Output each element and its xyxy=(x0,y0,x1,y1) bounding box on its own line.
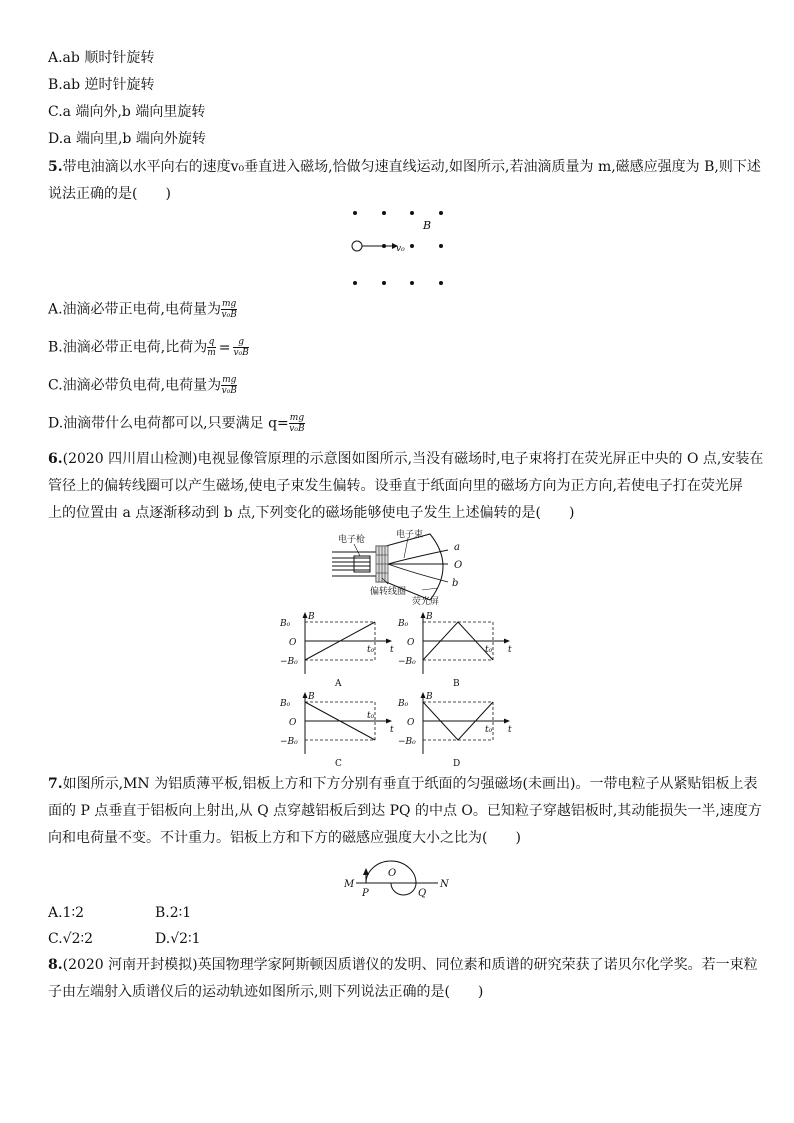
label-n: N xyxy=(440,879,449,890)
bt-graph-c xyxy=(280,692,400,770)
bt-graph-b xyxy=(398,612,518,690)
b0-label: B₀ xyxy=(280,699,291,709)
b-axis-arrow-icon xyxy=(303,692,308,698)
field-dot xyxy=(382,281,386,285)
t-axis-arrow-icon xyxy=(504,639,510,644)
point-b-label: b xyxy=(452,578,459,589)
graph-caption: C xyxy=(335,759,342,769)
q7-aluminum-plate-figure xyxy=(344,856,454,902)
q5-stem-text: 带电油滴以水平向右的速度v₀垂直进入磁场,恰做匀速直线运动,如图所示,若油滴质量为 m,磁感应强度为 B,则下述 xyxy=(62,159,761,175)
lower-trajectory xyxy=(391,883,416,895)
negb0-label: −B₀ xyxy=(398,657,416,667)
oil-drop-icon xyxy=(352,241,362,251)
bt-graph-a xyxy=(280,612,400,690)
field-dot xyxy=(410,281,414,285)
q5-option-a: A.油滴必带正电荷,电荷量为 $\frac{mg}{\text{v₀B}}$ xyxy=(48,299,237,320)
q5-number: 5. xyxy=(48,159,63,175)
field-dot xyxy=(353,211,357,215)
t-label: t xyxy=(508,645,512,655)
label-p: P xyxy=(362,888,369,899)
point-a-label: a xyxy=(454,542,460,553)
q7-stem-line1: 7.如图所示,MN 为铝质薄平板,铝板上方和下方分别有垂直于纸面的匀强磁场(未画出)。一带电粒子从紧贴铝板上表 xyxy=(48,776,758,792)
q5-stem-line1 xyxy=(48,157,761,177)
b0-label: B₀ xyxy=(398,699,409,709)
q8-stem-line2: 子由左端射入质谱仪后的运动轨迹如图所示,则下列说法正确的是( ) xyxy=(48,984,484,1000)
screen-label: 荧光屏 xyxy=(412,597,440,607)
point-o-label: O xyxy=(454,560,463,571)
t-axis-arrow-icon xyxy=(386,719,392,724)
t0-label: t₀ xyxy=(367,711,375,721)
crt-tube-diagram xyxy=(330,528,470,608)
label-m: M xyxy=(344,879,355,890)
q6-stem-line1: 6.(2020 四川眉山检测)电视显像管原理的示意图如图所示,当没有磁场时,电子束将打在荧光屏正中央的 O 点,安装在 xyxy=(48,451,764,467)
b0-label: B₀ xyxy=(280,619,291,629)
q8-stem-line1: 8.(2020 河南开封模拟)英国物理学家阿斯顿因质谱仪的发明、同位素和质谱的研究荣获了诺贝尔化学奖。若一束粒 xyxy=(48,957,758,973)
b-label: B xyxy=(308,692,315,702)
q4-option-b: B.ab 逆时针旋转 xyxy=(48,77,155,93)
origin-label: O xyxy=(407,638,415,648)
electron-beam-path xyxy=(388,550,448,564)
q5-option-b: B.油滴必带正电荷,比荷为 $\frac{q}{m}$ = $\frac{g}{\text{v₀B}}$ xyxy=(48,337,249,358)
t-axis-arrow-icon xyxy=(386,639,392,644)
b0-label: B₀ xyxy=(398,619,409,629)
b-label: B xyxy=(308,612,315,622)
field-dot xyxy=(410,211,414,215)
origin-label: O xyxy=(289,718,297,728)
q5-stem-line2: 说法正确的是( ) xyxy=(48,186,171,202)
field-dot xyxy=(410,244,414,248)
b-field-label: B xyxy=(423,219,432,232)
field-dot xyxy=(439,281,443,285)
q6-stem-line3: 上的位置由 a 点逐渐移动到 b 点,下列变化的磁场能够使电子发生上述偏转的是( ) xyxy=(48,505,575,521)
t-label: t xyxy=(390,645,394,655)
q5-magnetic-field-figure xyxy=(340,205,460,295)
deflection-coil xyxy=(376,546,388,582)
t0-label: t₀ xyxy=(367,645,375,655)
label-o: O xyxy=(388,868,397,879)
q7-options-ab: A.1∶2 B.2∶1 xyxy=(48,905,192,921)
t-axis-arrow-icon xyxy=(504,719,510,724)
graph-caption: D xyxy=(453,759,461,769)
q7-stem-line3: 向和电荷量不变。不计重力。铝板上方和下方的磁感应强度大小之比为( ) xyxy=(48,830,521,846)
field-dot xyxy=(439,244,443,248)
q7-stem-line2: 面的 P 点垂直于铝板向上射出,从 Q 点穿越铝板后到达 PQ 的中点 O。已知粒子穿越铝板时,其动能损失一半,速度方 xyxy=(48,803,762,819)
label-q: Q xyxy=(418,888,427,899)
field-dot xyxy=(439,211,443,215)
deflection-coil-label: 偏转线圈 xyxy=(370,587,407,597)
negb0-label: −B₀ xyxy=(280,737,298,747)
negb0-label: −B₀ xyxy=(280,657,298,667)
electron-gun xyxy=(332,556,370,572)
electron-beam-label: 电子束 xyxy=(396,530,424,540)
field-dot xyxy=(353,281,357,285)
v0-label: v₀ xyxy=(396,244,405,254)
graph-caption: A xyxy=(335,679,342,689)
q7-options-cd: C.√2∶2 D.√2∶1 xyxy=(48,931,201,947)
field-dot xyxy=(382,211,386,215)
b-label: B xyxy=(426,692,433,702)
graph-caption: B xyxy=(453,679,460,689)
b-axis-arrow-icon xyxy=(421,692,426,698)
b-axis-arrow-icon xyxy=(303,612,308,618)
launch-arrow-icon xyxy=(363,868,369,875)
bt-graph-d xyxy=(398,692,518,770)
t-label: t xyxy=(390,725,394,735)
origin-label: O xyxy=(289,638,297,648)
t0-label: t₀ xyxy=(485,645,493,655)
t0-label: t₀ xyxy=(485,725,493,735)
q5-option-c: C.油滴必带负电荷,电荷量为 $\frac{mg}{\text{v₀B}}$ xyxy=(48,375,237,396)
b-axis-arrow-icon xyxy=(421,612,426,618)
q5-option-d: D.油滴带什么电荷都可以,只要满足 q= $\frac{mg}{\text{v₀B}}$ xyxy=(48,413,305,434)
electron-gun-label: 电子枪 xyxy=(338,535,366,545)
negb0-label: −B₀ xyxy=(398,737,416,747)
b-label: B xyxy=(426,612,433,622)
q4-option-d: D.a 端向里,b 端向外旋转 xyxy=(48,131,206,147)
q4-option-a: A.ab 顺时针旋转 xyxy=(48,50,155,66)
electron-beam-lower xyxy=(388,564,448,582)
t-label: t xyxy=(508,725,512,735)
q4-option-c: C.a 端向外,b 端向里旋转 xyxy=(48,104,206,120)
origin-label: O xyxy=(407,718,415,728)
q6-stem-line2: 管径上的偏转线圈可以产生磁场,使电子束发生偏转。设垂直于纸面向里的磁场方向为正方向,若使电子打在荧光屏 xyxy=(48,478,743,494)
